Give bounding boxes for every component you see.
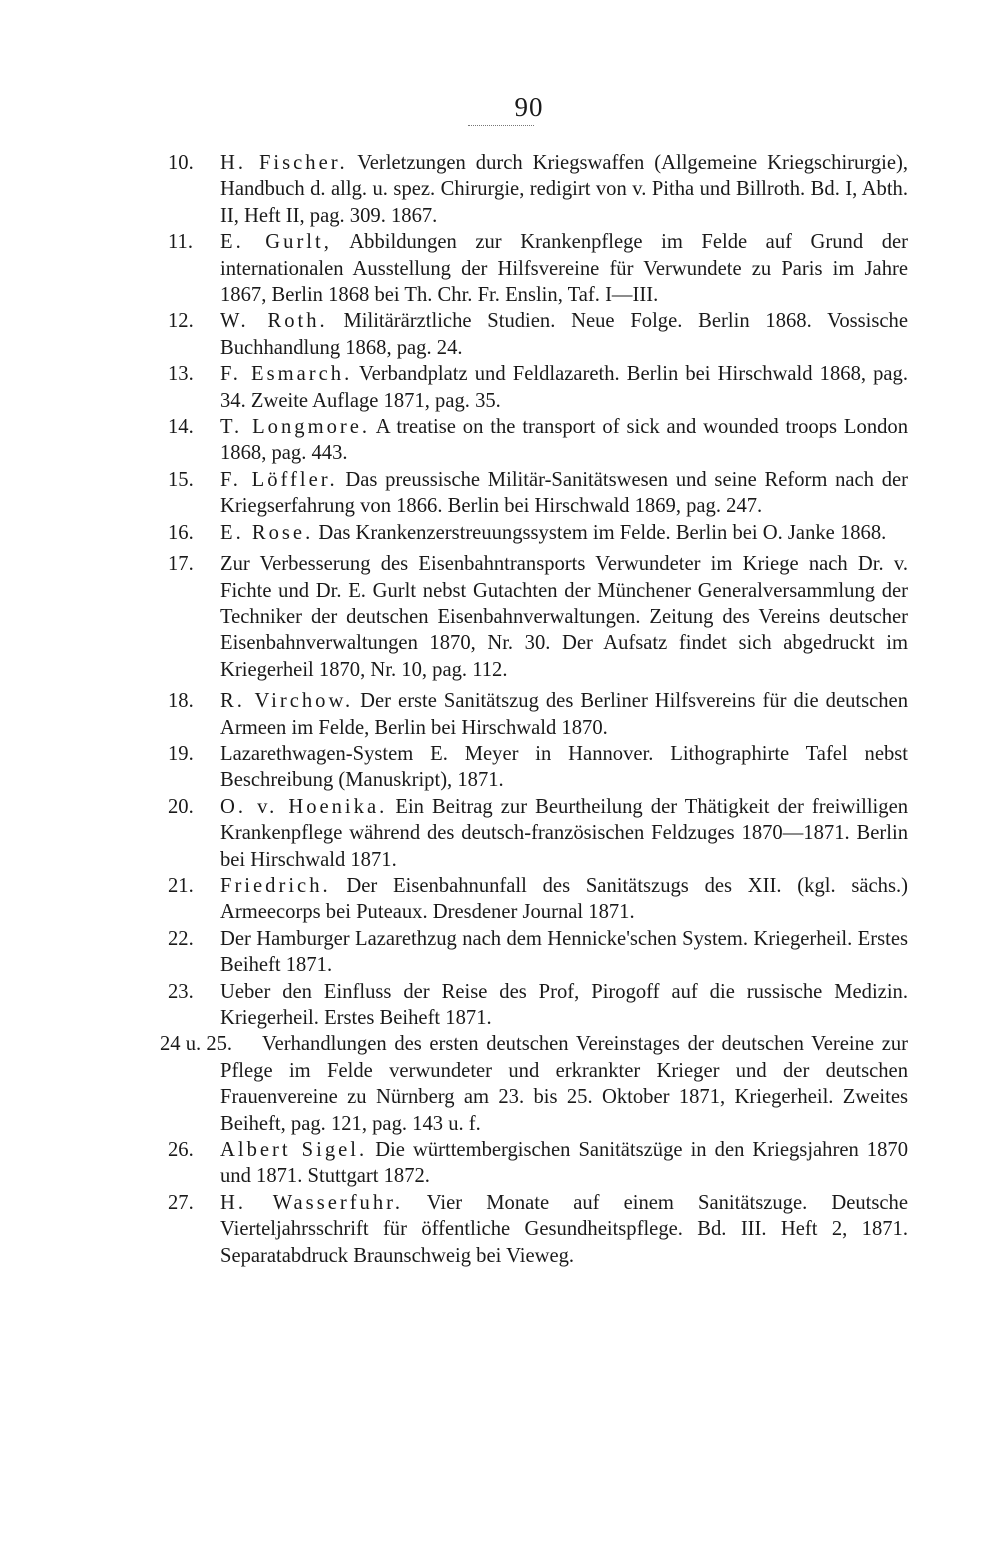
reference-number: 23.	[168, 980, 194, 1003]
reference-item	[160, 551, 908, 683]
reference-text: Ein Beitrag zur Beurtheilung der Thätigkeit der freiwilligen Krankenpflege während des deutsch-französischen Feldzuges 1870—1871. Berlin bei Hirschwald 1871.	[220, 795, 909, 871]
reference-number: 19.	[168, 742, 194, 765]
reference-item	[160, 467, 908, 520]
reference-number: 11.	[168, 231, 193, 254]
reference-number: 22.	[168, 927, 194, 950]
reference-item	[160, 229, 908, 308]
reference-number: 17.	[168, 553, 194, 576]
reference-number: 10.	[168, 152, 194, 174]
reference-text: Verhandlungen des ersten deutschen Vereinstages der deutschen Vereine zur Pflege im Felde verwundeter und erkrankter Krieger und der deutschen Frauenvereine zu Nürnberg am 23. bis 25. Oktober 1871, Kriegerheil. Zweites Beiheft, pag. 121, pag. 143 u. f.	[220, 1033, 908, 1135]
reference-author: F. Esmarch.	[220, 363, 353, 386]
reference-text: Zur Verbesserung des Eisenbahntransports Verwundeter im Kriege nach Dr. v. Fichte und Dr. E. Gurlt nebst Gutachten der Münchener Generalversammlung der Techniker der deutschen Eisenbahnverwaltungen. Zeitung des Vereins deutscher Eisenbahnverwaltungen 1870, Nr. 30. Der Aufsatz findet sich abgedruckt im Kriegerheil 1870, Nr. 10, pag. 112.	[220, 553, 908, 681]
reference-author: W. Roth.	[220, 310, 328, 333]
reference-text: Verbandplatz und Feldlazareth. Berlin bei Hirschwald 1868, pag. 34. Zweite Auflage 1871, pag. 35.	[220, 363, 908, 412]
reference-text: Lazarethwagen-System E. Meyer in Hannover. Lithographirte Tafel nebst Beschreibung (Manuskript), 1871.	[220, 742, 908, 792]
reference-item	[160, 688, 908, 741]
reference-number: 24 u. 25.	[160, 1033, 233, 1056]
reference-text: Militärärztliche Studien. Neue Folge. Berlin 1868. Vossische Buchhandlung 1868, pag. 24.	[220, 310, 908, 359]
reference-number: 20.	[168, 795, 194, 818]
reference-item	[160, 1031, 908, 1137]
reference-item	[160, 873, 908, 926]
page-number: 90	[514, 92, 544, 122]
reference-item	[160, 926, 908, 979]
reference-author: E. Gurlt,	[220, 231, 332, 254]
reference-number: 18.	[168, 690, 194, 713]
reference-text: Das Krankenzerstreuungssystem im Felde. Berlin bei O. Janke 1868.	[318, 521, 887, 544]
reference-text: Der erste Sanitätszug des Berliner Hilfsvereins für die deutschen Armeen im Felde, Berlin bei Hirschwald 1870.	[220, 690, 908, 739]
reference-item	[160, 308, 908, 361]
reference-text: Der Hamburger Lazarethzug nach dem Hennicke'schen System. Kriegerheil. Erstes Beiheft 1871.	[220, 927, 908, 977]
reference-text: A treatise on the transport of sick and wounded troops London 1868, pag. 443.	[220, 416, 909, 465]
reference-number: 26.	[168, 1139, 194, 1162]
reference-text: Verletzungen durch Kriegswaffen (Allgemeine Kriegschirurgie), Handbuch d. allg. u. spez. Chirurgie, redigirt von v. Pitha und Billroth. Bd. I, Abth. II, Heft II, pag. 309. 1867.	[220, 152, 908, 227]
reference-item	[160, 1137, 908, 1190]
reference-item	[160, 741, 908, 794]
reference-author: Albert Sigel.	[220, 1139, 368, 1162]
reference-author: H. Fischer.	[220, 152, 348, 174]
reference-text: Das preussische Militär-Sanitätswesen und seine Reform nach der Kriegserfahrung von 1866. Berlin bei Hirschwald 1869, pag. 247.	[220, 468, 908, 518]
reference-item	[160, 1190, 908, 1269]
reference-number: 21.	[168, 874, 194, 897]
reference-item	[160, 979, 908, 1032]
reference-item	[160, 150, 908, 229]
reference-author: Friedrich.	[220, 874, 331, 897]
reference-number: 14.	[168, 416, 194, 439]
reference-list	[160, 150, 908, 1269]
reference-item	[160, 794, 908, 873]
reference-text: Vier Monate auf einem Sanitätszuge. Deutsche Vierteljahrsschrift für öffentliche Gesundheitspflege. Bd. III. Heft 2, 1871. Separatabdruck Braunschweig bei Vieweg.	[220, 1191, 908, 1267]
reference-number: 27.	[168, 1191, 194, 1214]
reference-number: 13.	[168, 363, 194, 386]
reference-author: F. Löffler.	[220, 468, 338, 491]
reference-author: O. v. Hoenika.	[220, 795, 388, 818]
reference-item	[160, 361, 908, 414]
reference-item	[160, 520, 908, 546]
reference-author: R. Virchow.	[220, 690, 354, 713]
reference-author: E. Rose.	[220, 521, 314, 544]
reference-author: H. Wasserfuhr.	[220, 1191, 404, 1214]
reference-text: Abbildungen zur Krankenpflege im Felde auf Grund der internationalen Ausstellung der Hilfsvereine für Verwundete zu Paris im Jahre 1867, Berlin 1868 bei Th. Chr. Fr. Enslin, Taf. I—III.	[220, 231, 908, 307]
reference-number: 15.	[168, 468, 194, 491]
page-number-rule	[468, 125, 534, 126]
reference-text: Der Eisenbahnunfall des Sanitätszugs des XII. (kgl. sächs.) Armeecorps bei Puteaux. Dresdener Journal 1871.	[220, 874, 908, 924]
reference-author: T. Longmore.	[220, 416, 371, 439]
reference-text: Die württembergischen Sanitätszüge in den Kriegsjahren 1870 und 1871. Stuttgart 1872.	[220, 1139, 908, 1188]
reference-number: 12.	[168, 310, 194, 333]
reference-item	[160, 414, 908, 467]
reference-text: Ueber den Einfluss der Reise des Prof, Pirogoff auf die russische Medizin. Kriegerheil. Erstes Beiheft 1871.	[220, 980, 908, 1029]
reference-number: 16.	[168, 521, 194, 544]
